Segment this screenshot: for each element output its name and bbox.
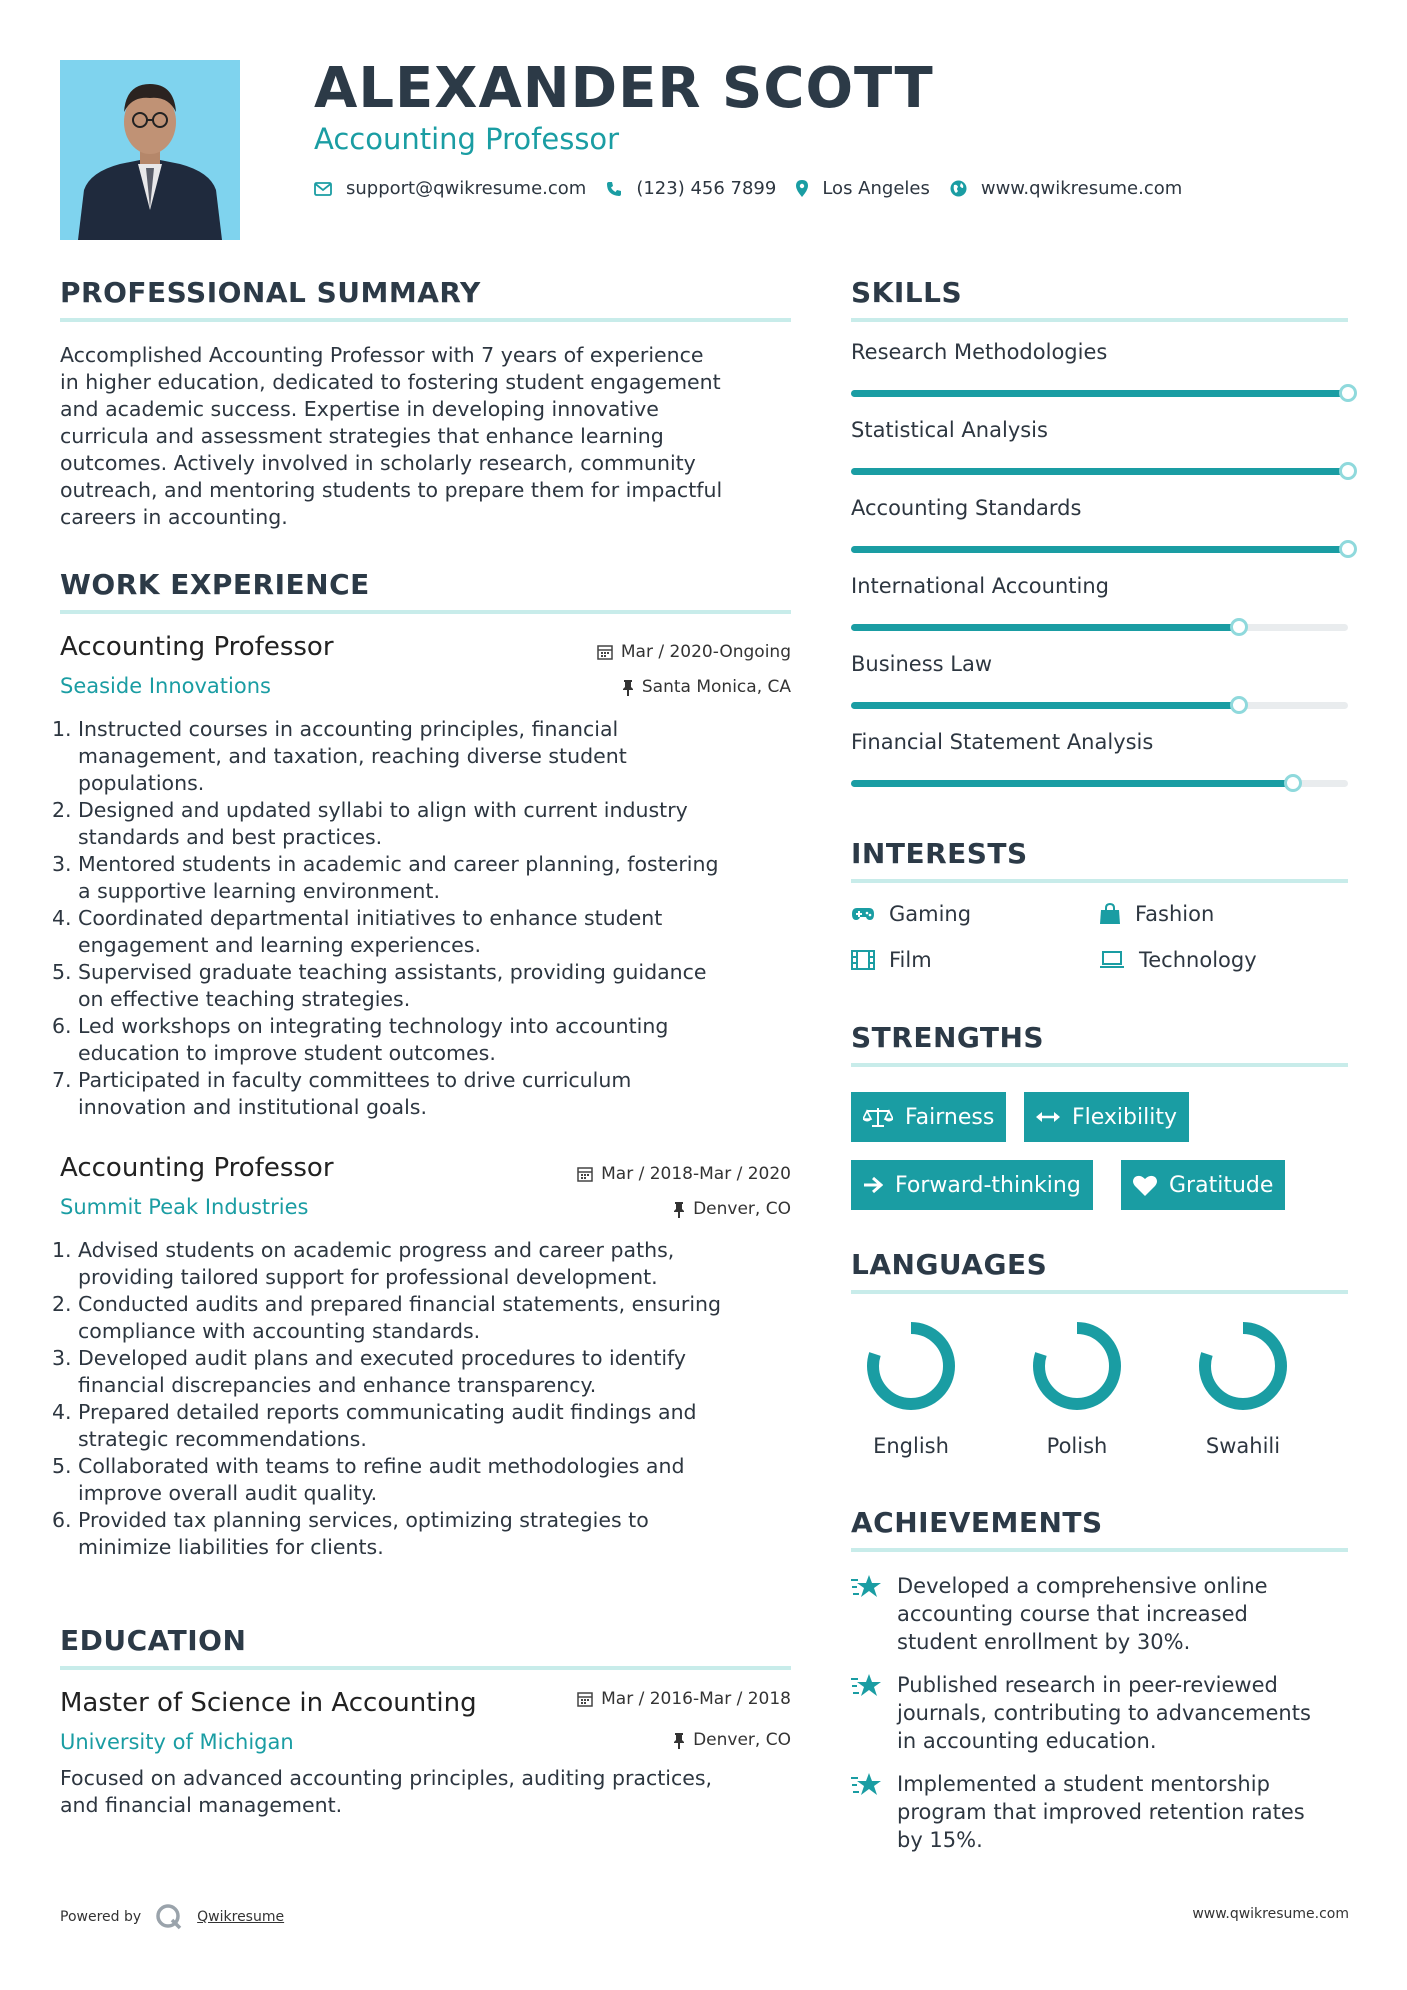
achievement-item	[851, 1770, 1348, 1854]
skill-bar-fill	[851, 390, 1348, 397]
languages-list	[851, 1318, 1348, 1468]
education-date	[577, 1689, 791, 1709]
summary-line: curricula and assessment strategies that enhance learning	[60, 424, 664, 448]
interest-fashion	[1099, 902, 1214, 926]
pin-icon	[622, 679, 634, 696]
balance-scale-icon	[863, 1106, 893, 1128]
skill-row	[851, 730, 1348, 754]
skill-bar-handle	[1284, 774, 1302, 792]
degree-title: Master of Science in Accounting	[60, 1688, 477, 1718]
duty-item	[52, 1013, 800, 1067]
job-location	[673, 1199, 791, 1219]
interests-divider	[851, 879, 1348, 883]
duty-item	[52, 797, 800, 851]
summary-text	[60, 342, 800, 531]
language-item	[1183, 1318, 1303, 1458]
skill-name: Business Law	[851, 652, 993, 676]
summary-line: outreach, and mentoring students to prepare them for impactful	[60, 478, 723, 502]
footer-powered-by	[60, 1903, 284, 1931]
school-name: University of Michigan	[60, 1730, 294, 1754]
skill-bar-fill	[851, 780, 1293, 787]
star-icon	[851, 1772, 883, 1798]
duty-number: 6.	[52, 1508, 72, 1532]
duty-item	[52, 1291, 800, 1345]
experience-divider	[60, 610, 791, 614]
duty-line: Mentored students in academic and career planning, fostering	[78, 852, 719, 876]
achievements-divider	[851, 1548, 1348, 1552]
duty-number: 3.	[52, 1346, 72, 1370]
language-item	[1017, 1318, 1137, 1458]
brand-link[interactable]: Qwikresume	[197, 1909, 285, 1925]
interest-film	[851, 948, 932, 972]
duty-line: compliance with accounting standards.	[78, 1319, 481, 1343]
strength-tag	[1024, 1092, 1189, 1142]
skill-bar-handle	[1339, 384, 1357, 402]
interest-label: Gaming	[889, 902, 972, 926]
job-title: Accounting Professor	[60, 1153, 334, 1183]
duty-number: 1.	[52, 1238, 72, 1262]
strength-label: Flexibility	[1072, 1104, 1177, 1130]
duty-line: Coordinated departmental initiatives to enhance student	[78, 906, 663, 930]
duty-line: on effective teaching strategies.	[78, 987, 411, 1011]
job-company: Seaside Innovations	[60, 674, 271, 698]
skill-bar-track	[851, 624, 1348, 631]
star-icon	[851, 1574, 883, 1600]
skill-row	[851, 340, 1348, 364]
duty-number: 6.	[52, 1014, 72, 1038]
duty-number: 7.	[52, 1068, 72, 1092]
job-duties	[52, 1237, 800, 1561]
language-name: English	[873, 1434, 949, 1458]
education-location-text: Denver, CO	[693, 1730, 791, 1750]
duty-line: Led workshops on integrating technology into accounting	[78, 1014, 669, 1038]
experience-heading: WORK EXPERIENCE	[60, 568, 370, 601]
envelope-icon	[314, 182, 332, 196]
achievement-line: Implemented a student mentorship	[897, 1772, 1270, 1796]
contact-location	[796, 178, 930, 199]
achievement-line: student enrollment by 30%.	[897, 1630, 1191, 1654]
duty-line: Conducted audits and prepared financial statements, ensuring	[78, 1292, 722, 1316]
duty-line: Instructed courses in accounting principles, financial	[78, 717, 619, 741]
powered-by-text: Powered by	[60, 1909, 142, 1925]
summary-line: and academic success. Expertise in developing innovative	[60, 397, 659, 421]
duty-line: standards and best practices.	[78, 825, 383, 849]
interest-gaming	[851, 902, 971, 926]
strengths-heading: STRENGTHS	[851, 1021, 1045, 1054]
duty-line: populations.	[78, 771, 205, 795]
language-ring	[1195, 1318, 1291, 1414]
arrow-right-icon	[863, 1176, 883, 1194]
education-location	[673, 1730, 791, 1750]
arrows-horizontal-icon	[1036, 1110, 1060, 1124]
skill-name: International Accounting	[851, 574, 1109, 598]
languages-divider	[851, 1290, 1348, 1294]
interests-heading: INTERESTS	[851, 837, 1028, 870]
duty-line: Developed audit plans and executed procedures to identify	[78, 1346, 687, 1370]
strength-tag	[851, 1160, 1093, 1210]
skills-divider	[851, 318, 1348, 322]
skill-bar-handle	[1230, 618, 1248, 636]
duty-line: financial discrepancies and enhance transparency.	[78, 1373, 597, 1397]
phone-icon	[606, 181, 622, 197]
summary-heading: PROFESSIONAL SUMMARY	[60, 276, 481, 309]
duty-line: Participated in faculty committees to drive curriculum	[78, 1068, 632, 1092]
duty-line: improve overall audit quality.	[78, 1481, 378, 1505]
summary-line: in higher education, dedicated to fostering student engagement	[60, 370, 721, 394]
job-location-text: Santa Monica, CA	[641, 677, 791, 697]
laptop-icon	[1099, 951, 1125, 969]
skill-name: Research Methodologies	[851, 340, 1108, 364]
achievement-line: program that improved retention rates	[897, 1800, 1305, 1824]
duty-number: 2.	[52, 798, 72, 822]
star-icon	[851, 1673, 883, 1699]
achievement-line: Developed a comprehensive online	[897, 1574, 1268, 1598]
phone-text: (123) 456 7899	[636, 178, 777, 199]
duty-item	[52, 1399, 800, 1453]
skill-bar-track	[851, 390, 1348, 397]
skill-bar-track	[851, 546, 1348, 553]
job-date-text: Mar / 2018-Mar / 2020	[601, 1164, 791, 1184]
profile-photo	[60, 60, 240, 240]
language-ring	[863, 1318, 959, 1414]
duty-item	[52, 1453, 800, 1507]
calendar-icon	[597, 644, 613, 660]
duty-item	[52, 905, 800, 959]
duty-number: 4.	[52, 906, 72, 930]
duty-item	[52, 959, 800, 1013]
skill-bar-track	[851, 468, 1348, 475]
summary-divider	[60, 318, 791, 322]
strength-tag	[851, 1092, 1006, 1142]
language-ring-arc	[1205, 1328, 1281, 1404]
duty-number: 5.	[52, 1454, 72, 1478]
education-line: and financial management.	[60, 1793, 343, 1817]
achievements-heading: ACHIEVEMENTS	[851, 1506, 1103, 1539]
achievements-list	[851, 1572, 1348, 1854]
summary-line: outcomes. Actively involved in scholarly research, community	[60, 451, 696, 475]
education-date-text: Mar / 2016-Mar / 2018	[601, 1689, 791, 1709]
skill-row	[851, 652, 1348, 676]
skill-bar-fill	[851, 468, 1348, 475]
achievement-line: Published research in peer-reviewed	[897, 1673, 1278, 1697]
duty-line: engagement and learning experiences.	[78, 933, 481, 957]
duty-line: Advised students on academic progress and career paths,	[78, 1238, 675, 1262]
duty-item	[52, 1345, 800, 1399]
duty-item	[52, 1067, 800, 1121]
calendar-icon	[577, 1691, 593, 1707]
duty-line: Provided tax planning services, optimizing strategies to	[78, 1508, 649, 1532]
summary-line: careers in accounting.	[60, 505, 288, 529]
education-line: Focused on advanced accounting principles, auditing practices,	[60, 1766, 713, 1790]
skill-bar-fill	[851, 546, 1348, 553]
duty-line: minimize liabilities for clients.	[78, 1535, 384, 1559]
interest-label: Film	[889, 948, 932, 972]
achievement-line: by 15%.	[897, 1828, 983, 1852]
skill-row	[851, 496, 1348, 520]
language-name: Swahili	[1205, 1434, 1281, 1458]
duty-line: innovation and institutional goals.	[78, 1095, 427, 1119]
achievement-text	[897, 1572, 1268, 1656]
skills-heading: SKILLS	[851, 276, 963, 309]
job-date-text: Mar / 2020-Ongoing	[620, 642, 791, 662]
skill-bar-fill	[851, 624, 1239, 631]
candidate-title: Accounting Professor	[314, 122, 620, 156]
language-ring	[1029, 1318, 1125, 1414]
duty-line: education to improve student outcomes.	[78, 1041, 496, 1065]
achievement-item	[851, 1671, 1348, 1755]
job-date	[577, 1164, 791, 1184]
shopping-bag-icon	[1099, 903, 1121, 925]
achievement-line: journals, contributing to advancements	[897, 1701, 1311, 1725]
duty-number: 5.	[52, 960, 72, 984]
qwikresume-logo-icon	[155, 1903, 183, 1931]
duty-item	[52, 1237, 800, 1291]
strength-label: Gratitude	[1169, 1172, 1274, 1198]
job-title: Accounting Professor	[60, 632, 334, 662]
duty-number: 1.	[52, 717, 72, 741]
skill-bar-handle	[1230, 696, 1248, 714]
strength-label: Forward-thinking	[895, 1172, 1081, 1198]
skill-row	[851, 574, 1348, 598]
job-company: Summit Peak Industries	[60, 1195, 309, 1219]
duty-line: Designed and updated syllabi to align with current industry	[78, 798, 688, 822]
contact-email[interactable]	[314, 178, 586, 199]
pin-icon	[673, 1201, 685, 1218]
contact-phone[interactable]	[606, 178, 776, 199]
heart-icon	[1133, 1175, 1157, 1196]
achievement-item	[851, 1572, 1348, 1656]
duty-item	[52, 851, 800, 905]
skill-bar-handle	[1339, 462, 1357, 480]
contact-bar	[314, 178, 1202, 199]
duty-line: a supportive learning environment.	[78, 879, 440, 903]
education-divider	[60, 1666, 791, 1670]
skill-bar-handle	[1339, 540, 1357, 558]
language-ring-arc	[1039, 1328, 1115, 1404]
duty-line: management, and taxation, reaching diverse student	[78, 744, 627, 768]
achievement-line: accounting course that increased	[897, 1602, 1248, 1626]
duty-line: Collaborated with teams to refine audit methodologies and	[78, 1454, 685, 1478]
duty-line: strategic recommendations.	[78, 1427, 367, 1451]
duty-item	[52, 716, 800, 797]
duty-line: Prepared detailed reports communicating audit findings and	[78, 1400, 697, 1424]
skill-name: Accounting Standards	[851, 496, 1082, 520]
pin-icon	[673, 1732, 685, 1749]
strengths-divider	[851, 1063, 1348, 1067]
job-location	[622, 677, 791, 697]
achievement-text	[897, 1671, 1311, 1755]
website-text: www.qwikresume.com	[980, 178, 1183, 199]
duty-line: Supervised graduate teaching assistants, providing guidance	[78, 960, 707, 984]
duty-number: 4.	[52, 1400, 72, 1424]
education-description	[60, 1765, 800, 1819]
footer-url[interactable]: www.qwikresume.com	[1192, 1906, 1349, 1922]
language-name: Polish	[1046, 1434, 1108, 1458]
interest-label: Technology	[1139, 948, 1257, 972]
duty-line: providing tailored support for professional development.	[78, 1265, 658, 1289]
contact-website[interactable]	[950, 178, 1182, 199]
skill-bar-track	[851, 702, 1348, 709]
skill-row	[851, 418, 1348, 442]
calendar-icon	[577, 1166, 593, 1182]
duty-number: 3.	[52, 852, 72, 876]
film-icon	[851, 950, 875, 970]
strength-label: Fairness	[905, 1104, 995, 1130]
candidate-name: ALEXANDER SCOTT	[314, 56, 934, 121]
location-text: Los Angeles	[822, 178, 930, 199]
skill-bar-fill	[851, 702, 1239, 709]
skill-bar-track	[851, 780, 1348, 787]
email-text: support@qwikresume.com	[346, 178, 587, 199]
job-date	[597, 642, 791, 662]
strength-tag	[1121, 1160, 1285, 1210]
map-marker-icon	[796, 180, 808, 197]
duty-number: 2.	[52, 1292, 72, 1316]
language-item	[851, 1318, 971, 1458]
achievement-line: in accounting education.	[897, 1729, 1157, 1753]
language-ring-arc	[873, 1328, 949, 1404]
globe-icon	[950, 180, 967, 197]
skill-name: Statistical Analysis	[851, 418, 1048, 442]
job-location-text: Denver, CO	[693, 1199, 791, 1219]
interest-technology	[1099, 948, 1257, 972]
gamepad-icon	[851, 906, 875, 922]
languages-heading: LANGUAGES	[851, 1248, 1048, 1281]
achievement-text	[897, 1770, 1305, 1854]
skill-name: Financial Statement Analysis	[851, 730, 1154, 754]
education-heading: EDUCATION	[60, 1624, 247, 1657]
interest-label: Fashion	[1135, 902, 1215, 926]
summary-line: Accomplished Accounting Professor with 7 years of experience	[60, 343, 704, 367]
duty-item	[52, 1507, 800, 1561]
job-duties	[52, 716, 800, 1121]
